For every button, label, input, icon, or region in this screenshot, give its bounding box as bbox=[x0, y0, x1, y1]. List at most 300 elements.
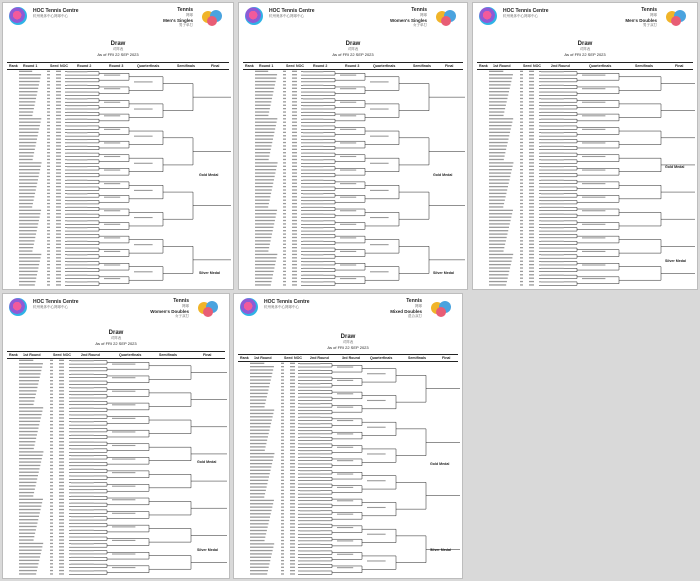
entry-code-placeholder bbox=[59, 563, 64, 564]
winner-placeholder bbox=[112, 431, 135, 432]
bracket-connector bbox=[338, 277, 368, 284]
entry-placeholder bbox=[255, 145, 272, 146]
winner-placeholder bbox=[71, 469, 94, 470]
winner-placeholder bbox=[303, 125, 323, 126]
entry-code-placeholder bbox=[50, 383, 53, 384]
entry-placeholder bbox=[19, 210, 41, 211]
winner-placeholder bbox=[300, 437, 320, 438]
winner-placeholder bbox=[370, 108, 389, 109]
silver-medal-label: Silver Medal bbox=[665, 259, 686, 263]
entry-placeholder bbox=[19, 271, 38, 272]
entry-placeholder bbox=[255, 274, 273, 275]
entry-placeholder bbox=[250, 496, 264, 497]
entry-placeholder bbox=[250, 379, 271, 380]
entry-placeholder bbox=[489, 206, 503, 207]
col-round2: Round 2 bbox=[77, 63, 92, 68]
entry-placeholder bbox=[19, 145, 36, 146]
winner-placeholder bbox=[300, 397, 320, 398]
entry-code-placeholder bbox=[56, 172, 61, 173]
winner-placeholder bbox=[67, 248, 87, 249]
entry-placeholder bbox=[19, 444, 35, 445]
entry-placeholder bbox=[255, 142, 272, 143]
entry-code-placeholder bbox=[520, 88, 523, 89]
entry-code-placeholder bbox=[56, 284, 61, 285]
entry-placeholder bbox=[19, 383, 38, 384]
entry-placeholder bbox=[250, 486, 267, 487]
bracket-connector bbox=[132, 158, 166, 172]
entry-code-placeholder bbox=[283, 145, 286, 146]
entry-placeholder bbox=[250, 423, 271, 424]
winner-placeholder bbox=[300, 410, 320, 411]
entry-code-placeholder bbox=[59, 366, 64, 367]
winner-placeholder bbox=[340, 224, 356, 225]
entry-code-placeholder bbox=[292, 88, 297, 89]
bracket-connector bbox=[110, 498, 152, 505]
entry-code-placeholder bbox=[47, 183, 50, 184]
winner-placeholder bbox=[303, 207, 323, 208]
bracket-connector bbox=[102, 101, 132, 108]
entry-placeholder bbox=[489, 183, 509, 184]
entry-code-placeholder bbox=[283, 91, 286, 92]
event-name-cn: 男子单打 bbox=[179, 23, 193, 27]
entry-placeholder bbox=[19, 529, 36, 530]
entry-code-placeholder bbox=[47, 98, 50, 99]
entry-code-placeholder bbox=[290, 396, 295, 397]
entry-code-placeholder bbox=[47, 176, 50, 177]
entry-code-placeholder bbox=[529, 284, 534, 285]
entry-code-placeholder bbox=[520, 105, 523, 106]
bracket-connector bbox=[402, 246, 432, 273]
entry-placeholder bbox=[19, 373, 41, 374]
entry-code-placeholder bbox=[529, 132, 534, 133]
bracket-connector bbox=[335, 472, 365, 479]
entry-code-placeholder bbox=[281, 383, 284, 384]
entry-code-placeholder bbox=[520, 264, 523, 265]
entry-code-placeholder bbox=[292, 213, 297, 214]
entry-placeholder bbox=[19, 203, 33, 204]
entry-code-placeholder bbox=[292, 71, 297, 72]
winner-placeholder bbox=[71, 570, 94, 571]
entry-code-placeholder bbox=[529, 115, 534, 116]
entry-placeholder bbox=[19, 546, 42, 547]
entry-code-placeholder bbox=[47, 240, 50, 241]
entry-code-placeholder bbox=[59, 394, 64, 395]
bracket-tree bbox=[234, 294, 463, 579]
entry-code-placeholder bbox=[292, 281, 297, 282]
bracket-connector bbox=[338, 73, 368, 80]
draw-title: Draw bbox=[108, 330, 124, 336]
entry-code-placeholder bbox=[520, 94, 523, 95]
entry-code-placeholder bbox=[59, 499, 64, 500]
winner-placeholder bbox=[582, 142, 605, 143]
entry-placeholder bbox=[489, 220, 511, 221]
entry-placeholder bbox=[489, 88, 510, 89]
bracket-connector bbox=[102, 209, 132, 216]
winner-placeholder bbox=[71, 509, 94, 510]
winner-placeholder bbox=[340, 197, 356, 198]
bracket-connector bbox=[335, 526, 365, 533]
entry-code-placeholder bbox=[290, 553, 295, 554]
winner-placeholder bbox=[303, 220, 323, 221]
as-of-date: As of FRI 22 SEP 2023 bbox=[97, 52, 139, 57]
silver-medal-label: Silver Medal bbox=[430, 548, 451, 552]
winner-placeholder bbox=[541, 254, 564, 255]
entry-placeholder bbox=[250, 453, 274, 454]
entry-placeholder bbox=[489, 274, 509, 275]
bracket-connector bbox=[622, 77, 664, 91]
entry-placeholder bbox=[19, 458, 42, 459]
entry-code-placeholder bbox=[290, 493, 295, 494]
entry-code-placeholder bbox=[529, 166, 534, 167]
entry-code-placeholder bbox=[59, 411, 64, 412]
entry-code-placeholder bbox=[290, 547, 295, 548]
winner-placeholder bbox=[541, 92, 564, 93]
entry-code-placeholder bbox=[292, 186, 297, 187]
entry-code-placeholder bbox=[529, 250, 534, 251]
entry-placeholder bbox=[255, 81, 276, 82]
winner-placeholder bbox=[303, 186, 323, 187]
event-name: Women's Singles bbox=[390, 18, 427, 23]
entry-code-placeholder bbox=[283, 206, 286, 207]
entry-placeholder bbox=[19, 543, 43, 544]
entry-code-placeholder bbox=[283, 193, 286, 194]
winner-placeholder bbox=[300, 490, 320, 491]
entry-code-placeholder bbox=[292, 125, 297, 126]
entry-code-placeholder bbox=[529, 162, 534, 163]
winner-placeholder bbox=[112, 553, 135, 554]
entry-code-placeholder bbox=[290, 460, 295, 461]
winner-placeholder bbox=[134, 136, 153, 137]
entry-code-placeholder bbox=[529, 264, 534, 265]
entry-placeholder bbox=[19, 387, 37, 388]
entry-placeholder bbox=[19, 71, 32, 72]
entry-placeholder bbox=[19, 455, 43, 456]
entry-code-placeholder bbox=[290, 543, 295, 544]
entry-code-placeholder bbox=[281, 393, 284, 394]
entry-code-placeholder bbox=[50, 360, 53, 361]
winner-placeholder bbox=[300, 470, 320, 471]
bracket-connector bbox=[152, 393, 194, 407]
bracket-connector bbox=[580, 277, 622, 284]
entry-code-placeholder bbox=[529, 139, 534, 140]
entry-placeholder bbox=[250, 513, 271, 514]
entry-code-placeholder bbox=[283, 240, 286, 241]
entry-code-placeholder bbox=[290, 483, 295, 484]
entry-code-placeholder bbox=[281, 389, 284, 390]
bracket-connector bbox=[110, 539, 152, 546]
entry-code-placeholder bbox=[47, 71, 50, 72]
entry-code-placeholder bbox=[529, 193, 534, 194]
entry-placeholder bbox=[250, 476, 269, 477]
col-quarterfinals: Quarterfinals bbox=[370, 355, 393, 360]
entry-code-placeholder bbox=[59, 434, 64, 435]
entry-placeholder bbox=[19, 213, 40, 214]
winner-placeholder bbox=[67, 254, 87, 255]
entry-placeholder bbox=[19, 244, 34, 245]
entry-placeholder bbox=[19, 424, 39, 425]
winner-placeholder bbox=[337, 554, 353, 555]
bracket-connector bbox=[622, 185, 664, 199]
entry-code-placeholder bbox=[56, 247, 61, 248]
entry-placeholder bbox=[19, 522, 37, 523]
entry-code-placeholder bbox=[520, 230, 523, 231]
entry-code-placeholder bbox=[290, 433, 295, 434]
entry-code-placeholder bbox=[290, 550, 295, 551]
entry-code-placeholder bbox=[47, 274, 50, 275]
winner-placeholder bbox=[337, 366, 353, 367]
entry-code-placeholder bbox=[59, 360, 64, 361]
entry-placeholder bbox=[250, 470, 271, 471]
winner-placeholder bbox=[370, 271, 389, 272]
entry-code-placeholder bbox=[283, 271, 286, 272]
entry-code-placeholder bbox=[47, 94, 50, 95]
entry-code-placeholder bbox=[290, 500, 295, 501]
winner-placeholder bbox=[303, 261, 323, 262]
entry-code-placeholder bbox=[520, 247, 523, 248]
entry-placeholder bbox=[250, 436, 268, 437]
entry-code-placeholder bbox=[292, 91, 297, 92]
gold-medal-label: Gold Medal bbox=[199, 173, 219, 177]
entry-code-placeholder bbox=[56, 81, 61, 82]
entry-code-placeholder bbox=[283, 267, 286, 268]
entry-code-placeholder bbox=[47, 278, 50, 279]
entry-code-placeholder bbox=[290, 406, 295, 407]
winner-placeholder bbox=[370, 136, 389, 137]
entry-placeholder bbox=[19, 550, 42, 551]
venue-name-cn: 杭州奥体中心网球中心 bbox=[503, 14, 538, 18]
entry-placeholder bbox=[255, 237, 271, 238]
entry-code-placeholder bbox=[281, 426, 284, 427]
entry-code-placeholder bbox=[281, 493, 284, 494]
entry-code-placeholder bbox=[59, 567, 64, 568]
entry-code-placeholder bbox=[529, 172, 534, 173]
winner-placeholder bbox=[67, 200, 87, 201]
entry-placeholder bbox=[250, 537, 265, 538]
entry-code-placeholder bbox=[529, 233, 534, 234]
winner-placeholder bbox=[71, 550, 94, 551]
entry-code-placeholder bbox=[59, 377, 64, 378]
entry-placeholder bbox=[489, 261, 512, 262]
winner-placeholder bbox=[337, 487, 353, 488]
entry-code-placeholder bbox=[290, 389, 295, 390]
entry-placeholder bbox=[19, 264, 39, 265]
entry-placeholder bbox=[255, 183, 273, 184]
winner-placeholder bbox=[303, 214, 323, 215]
winner-placeholder bbox=[367, 534, 386, 535]
bracket-connector bbox=[368, 77, 402, 91]
entry-placeholder bbox=[255, 189, 272, 190]
entry-code-placeholder bbox=[290, 480, 295, 481]
entry-code-placeholder bbox=[290, 470, 295, 471]
col-quarterfinals: Quarterfinals bbox=[119, 352, 142, 357]
winner-placeholder bbox=[541, 186, 564, 187]
entry-placeholder bbox=[19, 509, 41, 510]
col-quarterfinals: Quarterfinals bbox=[137, 63, 160, 68]
entry-placeholder bbox=[489, 142, 508, 143]
winner-placeholder bbox=[541, 173, 564, 174]
entry-code-placeholder bbox=[47, 264, 50, 265]
winner-placeholder bbox=[582, 197, 605, 198]
entry-code-placeholder bbox=[59, 397, 64, 398]
bracket-connector bbox=[580, 195, 622, 202]
silver-medal-label: Silver Medal bbox=[197, 548, 218, 552]
entry-code-placeholder bbox=[59, 560, 64, 561]
bracket-connector bbox=[580, 155, 622, 162]
col-semifinals: Semifinals bbox=[408, 355, 426, 360]
bracket-connector bbox=[399, 375, 429, 402]
entry-code-placeholder bbox=[290, 420, 295, 421]
bracket-connector bbox=[399, 536, 429, 563]
entry-code-placeholder bbox=[59, 444, 64, 445]
winner-placeholder bbox=[340, 264, 356, 265]
entry-placeholder bbox=[489, 233, 507, 234]
entry-code-placeholder bbox=[292, 230, 297, 231]
entry-code-placeholder bbox=[281, 366, 284, 367]
entry-code-placeholder bbox=[50, 526, 53, 527]
entry-code-placeholder bbox=[47, 230, 50, 231]
winner-placeholder bbox=[300, 383, 320, 384]
entry-code-placeholder bbox=[292, 203, 297, 204]
winner-placeholder bbox=[67, 234, 87, 235]
entry-code-placeholder bbox=[50, 553, 53, 554]
winner-placeholder bbox=[71, 387, 94, 388]
entry-code-placeholder bbox=[520, 108, 523, 109]
winner-placeholder bbox=[582, 115, 605, 116]
entry-placeholder bbox=[255, 210, 277, 211]
entry-code-placeholder bbox=[520, 152, 523, 153]
bracket-connector bbox=[102, 141, 132, 148]
bracket-connector bbox=[338, 250, 368, 257]
winner-placeholder bbox=[340, 129, 356, 130]
bracket-connector bbox=[152, 556, 194, 570]
entry-code-placeholder bbox=[59, 492, 64, 493]
entry-code-placeholder bbox=[529, 223, 534, 224]
winner-placeholder bbox=[303, 173, 323, 174]
entry-code-placeholder bbox=[281, 409, 284, 410]
entry-code-placeholder bbox=[47, 203, 50, 204]
winner-placeholder bbox=[541, 125, 564, 126]
winner-placeholder bbox=[104, 156, 120, 157]
winner-placeholder bbox=[303, 193, 323, 194]
entry-code-placeholder bbox=[292, 142, 297, 143]
entry-code-placeholder bbox=[292, 200, 297, 201]
entry-code-placeholder bbox=[520, 115, 523, 116]
entry-code-placeholder bbox=[56, 210, 61, 211]
winner-placeholder bbox=[104, 102, 120, 103]
entry-code-placeholder bbox=[290, 373, 295, 374]
entry-code-placeholder bbox=[50, 394, 53, 395]
entry-code-placeholder bbox=[292, 233, 297, 234]
entry-placeholder bbox=[250, 567, 269, 568]
winner-placeholder bbox=[71, 523, 94, 524]
entry-code-placeholder bbox=[56, 74, 61, 75]
entry-code-placeholder bbox=[59, 383, 64, 384]
entry-code-placeholder bbox=[520, 274, 523, 275]
winner-placeholder bbox=[582, 75, 605, 76]
entry-code-placeholder bbox=[283, 261, 286, 262]
entry-code-placeholder bbox=[281, 530, 284, 531]
winner-placeholder bbox=[67, 146, 87, 147]
winner-placeholder bbox=[582, 251, 605, 252]
entry-code-placeholder bbox=[50, 387, 53, 388]
entry-placeholder bbox=[19, 162, 42, 163]
entry-code-placeholder bbox=[281, 476, 284, 477]
winner-placeholder bbox=[71, 367, 94, 368]
winner-placeholder bbox=[112, 540, 135, 541]
entry-code-placeholder bbox=[50, 390, 53, 391]
entry-code-placeholder bbox=[47, 254, 50, 255]
winner-placeholder bbox=[303, 98, 323, 99]
entry-placeholder bbox=[489, 203, 504, 204]
entry-code-placeholder bbox=[50, 400, 53, 401]
entry-code-placeholder bbox=[290, 456, 295, 457]
entry-code-placeholder bbox=[47, 125, 50, 126]
sport-name: Tennis bbox=[173, 298, 189, 304]
winner-placeholder bbox=[303, 254, 323, 255]
entry-code-placeholder bbox=[56, 142, 61, 143]
bracket-connector bbox=[110, 376, 152, 383]
entry-code-placeholder bbox=[47, 213, 50, 214]
entry-code-placeholder bbox=[281, 396, 284, 397]
entry-code-placeholder bbox=[281, 416, 284, 417]
entry-placeholder bbox=[489, 105, 506, 106]
entry-code-placeholder bbox=[59, 387, 64, 388]
entry-placeholder bbox=[19, 451, 43, 452]
entry-code-placeholder bbox=[520, 132, 523, 133]
entry-code-placeholder bbox=[292, 254, 297, 255]
winner-placeholder bbox=[303, 248, 323, 249]
entry-code-placeholder bbox=[520, 128, 523, 129]
winner-placeholder bbox=[303, 234, 323, 235]
entry-placeholder bbox=[489, 169, 512, 170]
entry-code-placeholder bbox=[520, 223, 523, 224]
entry-code-placeholder bbox=[520, 189, 523, 190]
entry-code-placeholder bbox=[56, 77, 61, 78]
entry-code-placeholder bbox=[56, 186, 61, 187]
col-round3: Round 3 bbox=[345, 63, 360, 68]
entry-placeholder bbox=[250, 386, 269, 387]
bracket-connector bbox=[580, 128, 622, 135]
draw-title-cn: 对阵表 bbox=[110, 336, 122, 340]
entry-placeholder bbox=[250, 363, 264, 364]
entry-code-placeholder bbox=[529, 98, 534, 99]
entry-code-placeholder bbox=[529, 142, 534, 143]
winner-placeholder bbox=[300, 557, 320, 558]
winner-placeholder bbox=[337, 407, 353, 408]
entry-placeholder bbox=[489, 125, 512, 126]
entry-placeholder bbox=[19, 115, 32, 116]
entry-code-placeholder bbox=[520, 220, 523, 221]
entry-placeholder bbox=[250, 500, 274, 501]
winner-placeholder bbox=[67, 166, 87, 167]
entry-code-placeholder bbox=[281, 406, 284, 407]
entry-code-placeholder bbox=[50, 475, 53, 476]
silver-medal-label: Silver Medal bbox=[433, 271, 454, 275]
entry-placeholder bbox=[489, 267, 510, 268]
entry-code-placeholder bbox=[56, 237, 61, 238]
entry-code-placeholder bbox=[290, 557, 295, 558]
entry-code-placeholder bbox=[50, 482, 53, 483]
winner-placeholder bbox=[112, 377, 135, 378]
col-round2: 2nd Round bbox=[81, 352, 100, 357]
winner-placeholder bbox=[67, 159, 87, 160]
col-round3: Round 3 bbox=[109, 63, 124, 68]
winner-placeholder bbox=[112, 445, 135, 446]
winner-placeholder bbox=[303, 268, 323, 269]
draw-title: Draw bbox=[345, 41, 361, 47]
entry-placeholder bbox=[19, 98, 36, 99]
entry-code-placeholder bbox=[281, 483, 284, 484]
